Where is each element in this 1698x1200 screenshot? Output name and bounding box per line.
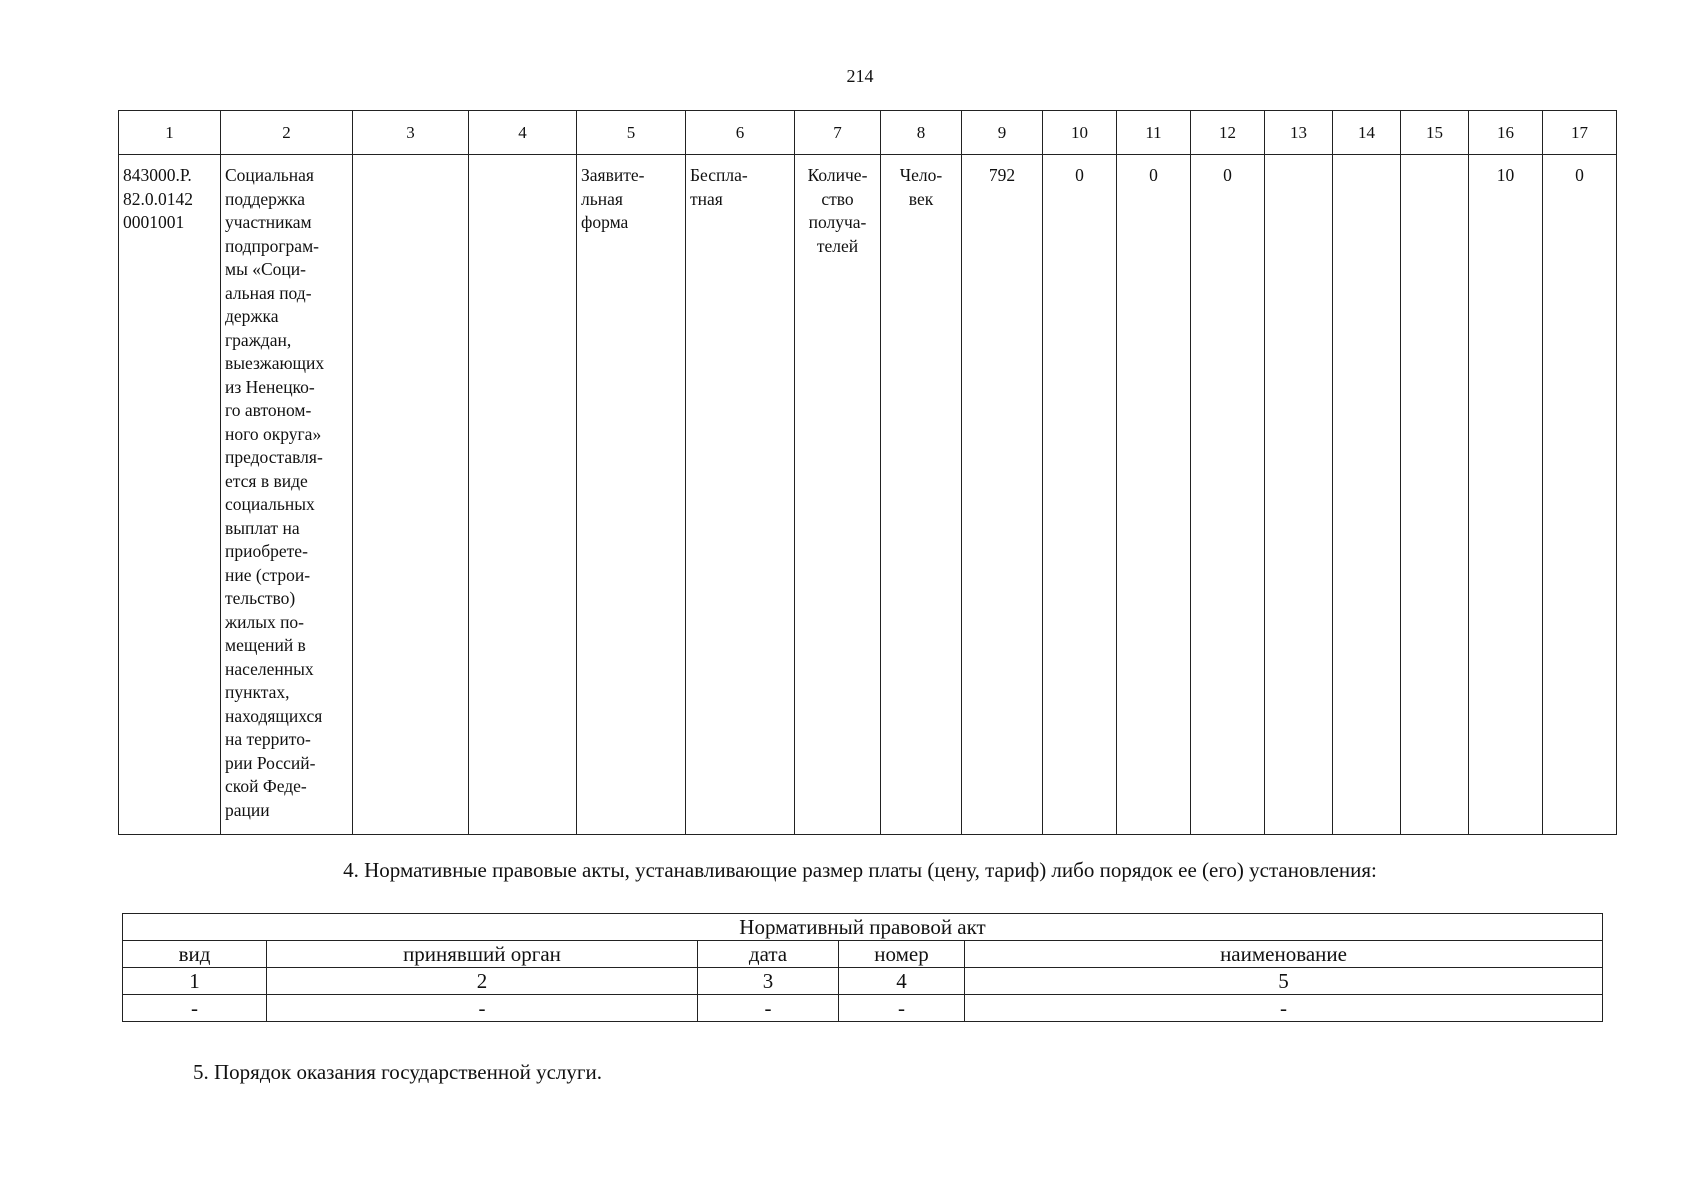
col-header: 5 (577, 111, 686, 155)
col-header: номер (839, 941, 965, 968)
legal-acts-table (122, 913, 1603, 1022)
section-4-heading: 4. Нормативные правовые акты, устанавливающие размер платы (цену, тариф) либо порядок ее (его) установления: (343, 858, 1377, 882)
col-header: 9 (962, 111, 1043, 155)
value-cell-14 (1333, 155, 1401, 835)
col-header: 7 (795, 111, 881, 155)
indicator-name-cell: Количе- ство получа- телей (795, 155, 881, 835)
col-header: наименование (965, 941, 1603, 968)
column-number: 3 (698, 968, 839, 995)
col-header: 12 (1191, 111, 1265, 155)
table-row (123, 995, 1603, 1022)
acts-number-row (123, 968, 1603, 995)
deviation-percent-cell: 10 (1469, 155, 1543, 835)
column-number: 5 (965, 968, 1603, 995)
value-cell-10: 0 (1043, 155, 1117, 835)
acts-title-row (123, 914, 1603, 941)
section-5-heading: 5. Порядок оказания государственной услуги. (193, 1060, 602, 1084)
deviation-absolute-cell: 0 (1543, 155, 1617, 835)
value-cell-11: 0 (1117, 155, 1191, 835)
table-row (119, 155, 1617, 835)
okei-code-cell: 792 (962, 155, 1043, 835)
service-content-cell: Социальная поддержка участникам подпрограм- мы «Соци- альная под- держка граждан, выезжающих из Ненецко- го автоном- ного округа» предоставля- ется в виде социальных выплат на приобрете- ние (строи- тельство) жилых по- мещений в населенных пунктах, находящихся на террито- рии Россий- ской Феде- рации (221, 155, 353, 835)
unit-name-cell: Чело- век (881, 155, 962, 835)
col-header: принявший орган (267, 941, 698, 968)
act-value-cell: - (839, 995, 965, 1022)
column-number: 1 (123, 968, 267, 995)
col-header: 17 (1543, 111, 1617, 155)
col-header: 2 (221, 111, 353, 155)
act-value-cell: - (965, 995, 1603, 1022)
col-header: 1 (119, 111, 221, 155)
col-header: 3 (353, 111, 469, 155)
col-header: 15 (1401, 111, 1469, 155)
col-header: 10 (1043, 111, 1117, 155)
act-value-cell: - (123, 995, 267, 1022)
act-value-cell: - (698, 995, 839, 1022)
value-cell-12: 0 (1191, 155, 1265, 835)
header-row (119, 111, 1617, 155)
col-header: 4 (469, 111, 577, 155)
column-number: 2 (267, 968, 698, 995)
services-table (118, 110, 1617, 835)
col-header: 13 (1265, 111, 1333, 155)
col-header: 11 (1117, 111, 1191, 155)
provision-form-cell: Заявите- льная форма (577, 155, 686, 835)
col-header: вид (123, 941, 267, 968)
value-cell-15 (1401, 155, 1469, 835)
col-header: 8 (881, 111, 962, 155)
column-number: 4 (839, 968, 965, 995)
col-header: 16 (1469, 111, 1543, 155)
page-number: 214 (846, 66, 874, 86)
registry-number-cell: 843000.Р. 82.0.0142 0001001 (119, 155, 221, 835)
cell-3 (353, 155, 469, 835)
cell-4 (469, 155, 577, 835)
acts-header-row (123, 941, 1603, 968)
act-value-cell: - (267, 995, 698, 1022)
value-cell-13 (1265, 155, 1333, 835)
payment-type-cell: Беспла- тная (686, 155, 795, 835)
col-header: дата (698, 941, 839, 968)
col-header: 14 (1333, 111, 1401, 155)
acts-table-title: Нормативный правовой акт (123, 914, 1603, 941)
col-header: 6 (686, 111, 795, 155)
